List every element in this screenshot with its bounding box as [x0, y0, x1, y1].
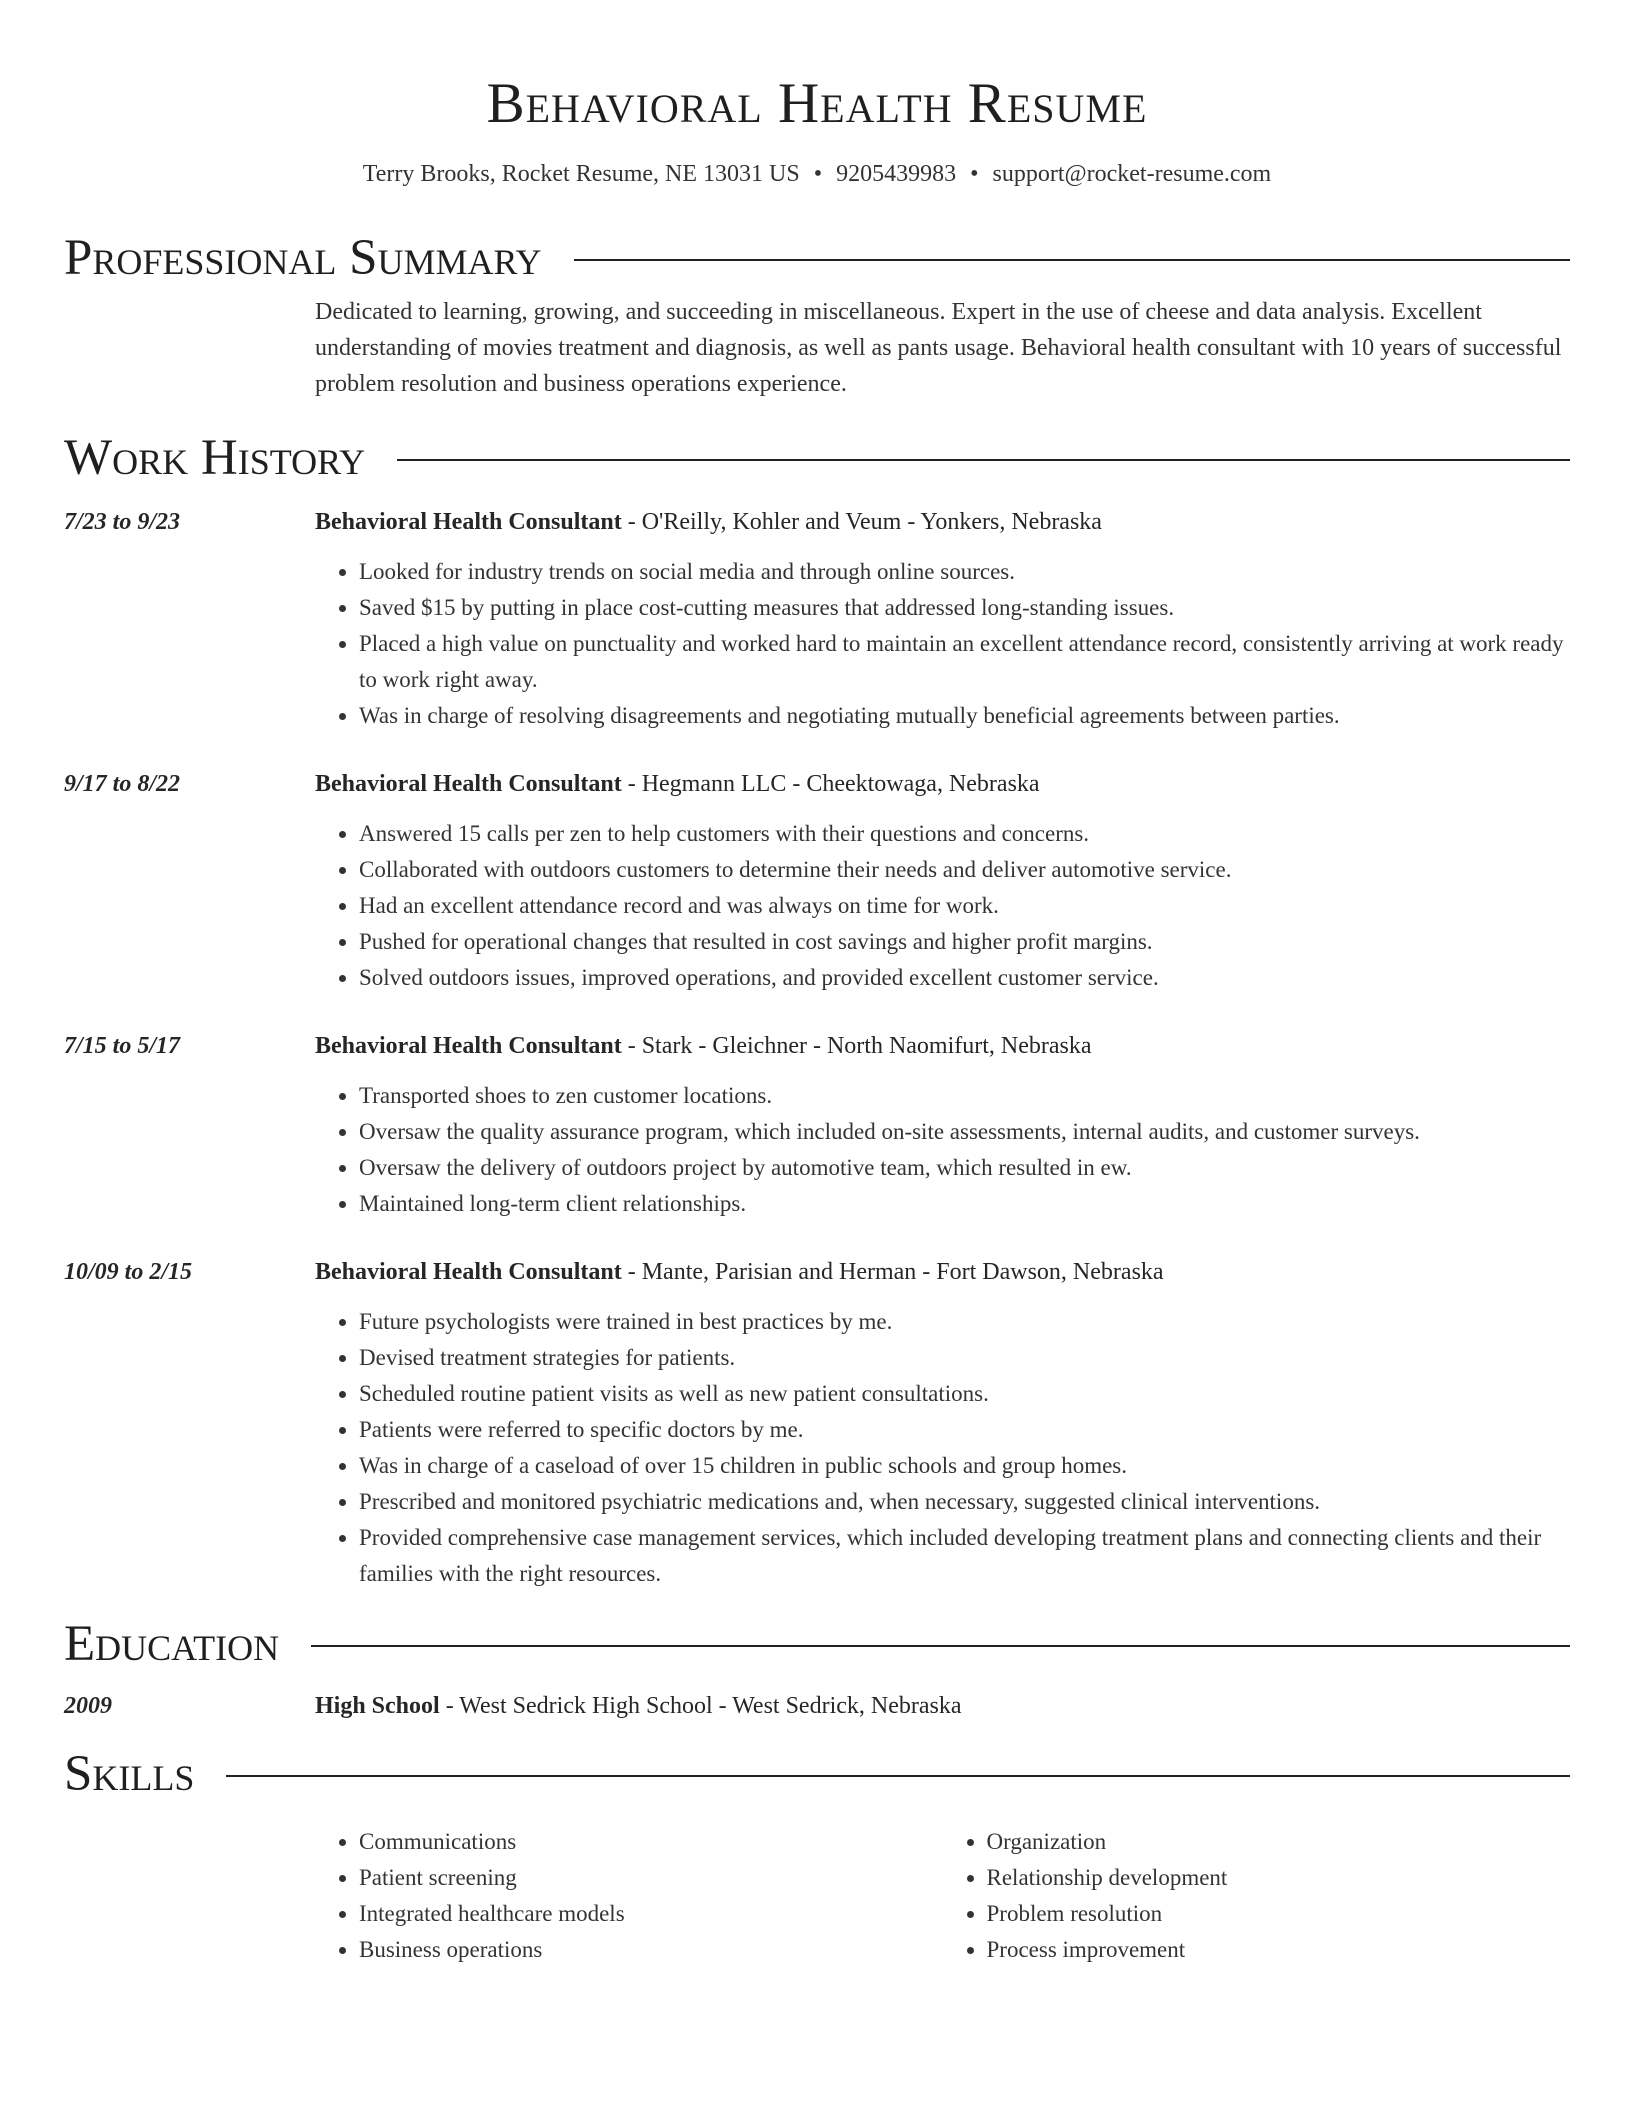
job-entry [64, 1028, 1570, 1222]
job-bullet: • Was in charge of a caseload of over 15 children in public schools and group homes. [359, 1448, 1570, 1484]
job-role: Behavioral Health Consultant [315, 1033, 622, 1059]
job-bullet: • Pushed for operational changes that resulted in cost savings and higher profit margins. [359, 924, 1570, 960]
skills-grid [315, 1824, 1570, 1968]
education-year: 2009 [64, 1693, 112, 1719]
contact-address: Terry Brooks, Rocket Resume, NE 13031 US [362, 161, 800, 187]
contact-phone: 9205439983 [836, 161, 957, 187]
job-dates: 7/15 to 5/17 [64, 1033, 181, 1059]
work-history-list [64, 504, 1570, 1592]
job-bullet: • Collaborated with outdoors customers to determine their needs and deliver automotive service. [359, 852, 1570, 888]
job-bullet: • Oversaw the delivery of outdoors project by automotive team, which resulted in ew. [359, 1150, 1570, 1186]
education-details: - West Sedrick High School - West Sedrick, Nebraska [439, 1693, 962, 1719]
job-bullet: • Saved $15 by putting in place cost-cutting measures that addressed long-standing issues. [359, 590, 1570, 626]
education-degree: High School [315, 1693, 440, 1719]
resume-title: Behavioral Health Resume [486, 72, 1148, 135]
section-divider [397, 459, 1570, 461]
skills-list-left [315, 1824, 943, 1968]
job-bullet: • Looked for industry trends on social media and through online sources. [359, 554, 1570, 590]
job-role: Behavioral Health Consultant [315, 771, 622, 797]
job-entry [64, 504, 1570, 734]
skill-item: • Integrated healthcare models [359, 1896, 943, 1932]
job-bullet: • Future psychologists were trained in best practices by me. [359, 1304, 1570, 1340]
job-bullet: • Had an excellent attendance record and was always on time for work. [359, 888, 1570, 924]
job-bullets [315, 554, 1570, 734]
job-bullets [315, 1078, 1570, 1222]
section-divider [311, 1645, 1570, 1647]
work-heading: Work History [64, 430, 366, 486]
summary-row [64, 294, 1570, 402]
job-bullets [315, 816, 1570, 996]
job-bullet: • Prescribed and monitored psychiatric medications and, when necessary, suggested clinical interventions. [359, 1484, 1570, 1520]
skill-item: • Organization [987, 1824, 1571, 1860]
job-dates: 10/09 to 2/15 [64, 1259, 193, 1285]
summary-text: Dedicated to learning, growing, and succeeding in miscellaneous. Expert in the use of cheese and data analysis. Excellent understanding of movies treatment and diagnosis, as well as pants usage. Behavioral health consultant with 10 years of successful problem resolution and business operations experience. [315, 299, 1562, 397]
job-bullet: • Maintained long-term client relationships. [359, 1186, 1570, 1222]
work-section-header [64, 426, 1570, 490]
skill-item: • Relationship development [987, 1860, 1571, 1896]
job-entry [64, 766, 1570, 996]
contact-line [64, 158, 1570, 190]
job-dates: 9/17 to 8/22 [64, 771, 181, 797]
skills-row [64, 1824, 1570, 1968]
job-details: - Stark - Gleichner - North Naomifurt, Nebraska [621, 1033, 1092, 1059]
summary-heading: Professional Summary [64, 230, 542, 286]
job-role: Behavioral Health Consultant [315, 509, 622, 535]
contact-separator: • [813, 161, 823, 187]
job-bullet: • Patients were referred to specific doctors by me. [359, 1412, 1570, 1448]
resume-page [64, 0, 1570, 1968]
job-bullet: • Was in charge of resolving disagreements and negotiating mutually beneficial agreements between parties. [359, 698, 1570, 734]
education-heading: Education [64, 1616, 280, 1672]
section-divider [226, 1775, 1570, 1777]
job-bullet: • Devised treatment strategies for patients. [359, 1340, 1570, 1376]
job-bullet: • Answered 15 calls per zen to help customers with their questions and concerns. [359, 816, 1570, 852]
skills-heading: Skills [64, 1746, 195, 1802]
job-bullet: • Oversaw the quality assurance program, which included on-site assessments, internal audits, and customer surveys. [359, 1114, 1570, 1150]
job-entry [64, 1254, 1570, 1592]
job-bullet: • Scheduled routine patient visits as well as new patient consultations. [359, 1376, 1570, 1412]
contact-email: support@rocket-resume.com [992, 161, 1272, 187]
job-role: Behavioral Health Consultant [315, 1259, 622, 1285]
job-bullets [315, 1304, 1570, 1592]
job-dates: 7/23 to 9/23 [64, 509, 181, 535]
education-section-header [64, 1612, 1570, 1676]
contact-separator: • [970, 161, 979, 187]
skill-item: • Business operations [359, 1932, 943, 1968]
job-bullet: • Solved outdoors issues, improved operations, and provided excellent customer service. [359, 960, 1570, 996]
skill-item: • Communications [359, 1824, 943, 1860]
job-details: - O'Reilly, Kohler and Veum - Yonkers, Nebraska [621, 509, 1102, 535]
skills-list-right [943, 1824, 1571, 1968]
education-entry [64, 1688, 1570, 1724]
job-details: - Hegmann LLC - Cheektowaga, Nebraska [621, 771, 1040, 797]
summary-section-header [64, 226, 1570, 290]
job-bullet: • Transported shoes to zen customer locations. [359, 1078, 1570, 1114]
skills-section-header [64, 1742, 1570, 1806]
job-details: - Mante, Parisian and Herman - Fort Dawson, Nebraska [621, 1259, 1164, 1285]
job-bullet: • Placed a high value on punctuality and worked hard to maintain an excellent attendance record, consistently arriving at work ready to work right away. [359, 626, 1570, 698]
section-divider [574, 259, 1570, 261]
skill-item: • Problem resolution [987, 1896, 1571, 1932]
skill-item: • Process improvement [987, 1932, 1571, 1968]
job-bullet: • Provided comprehensive case management services, which included developing treatment plans and connecting clients and their families with the right resources. [359, 1520, 1570, 1592]
skill-item: • Patient screening [359, 1860, 943, 1896]
